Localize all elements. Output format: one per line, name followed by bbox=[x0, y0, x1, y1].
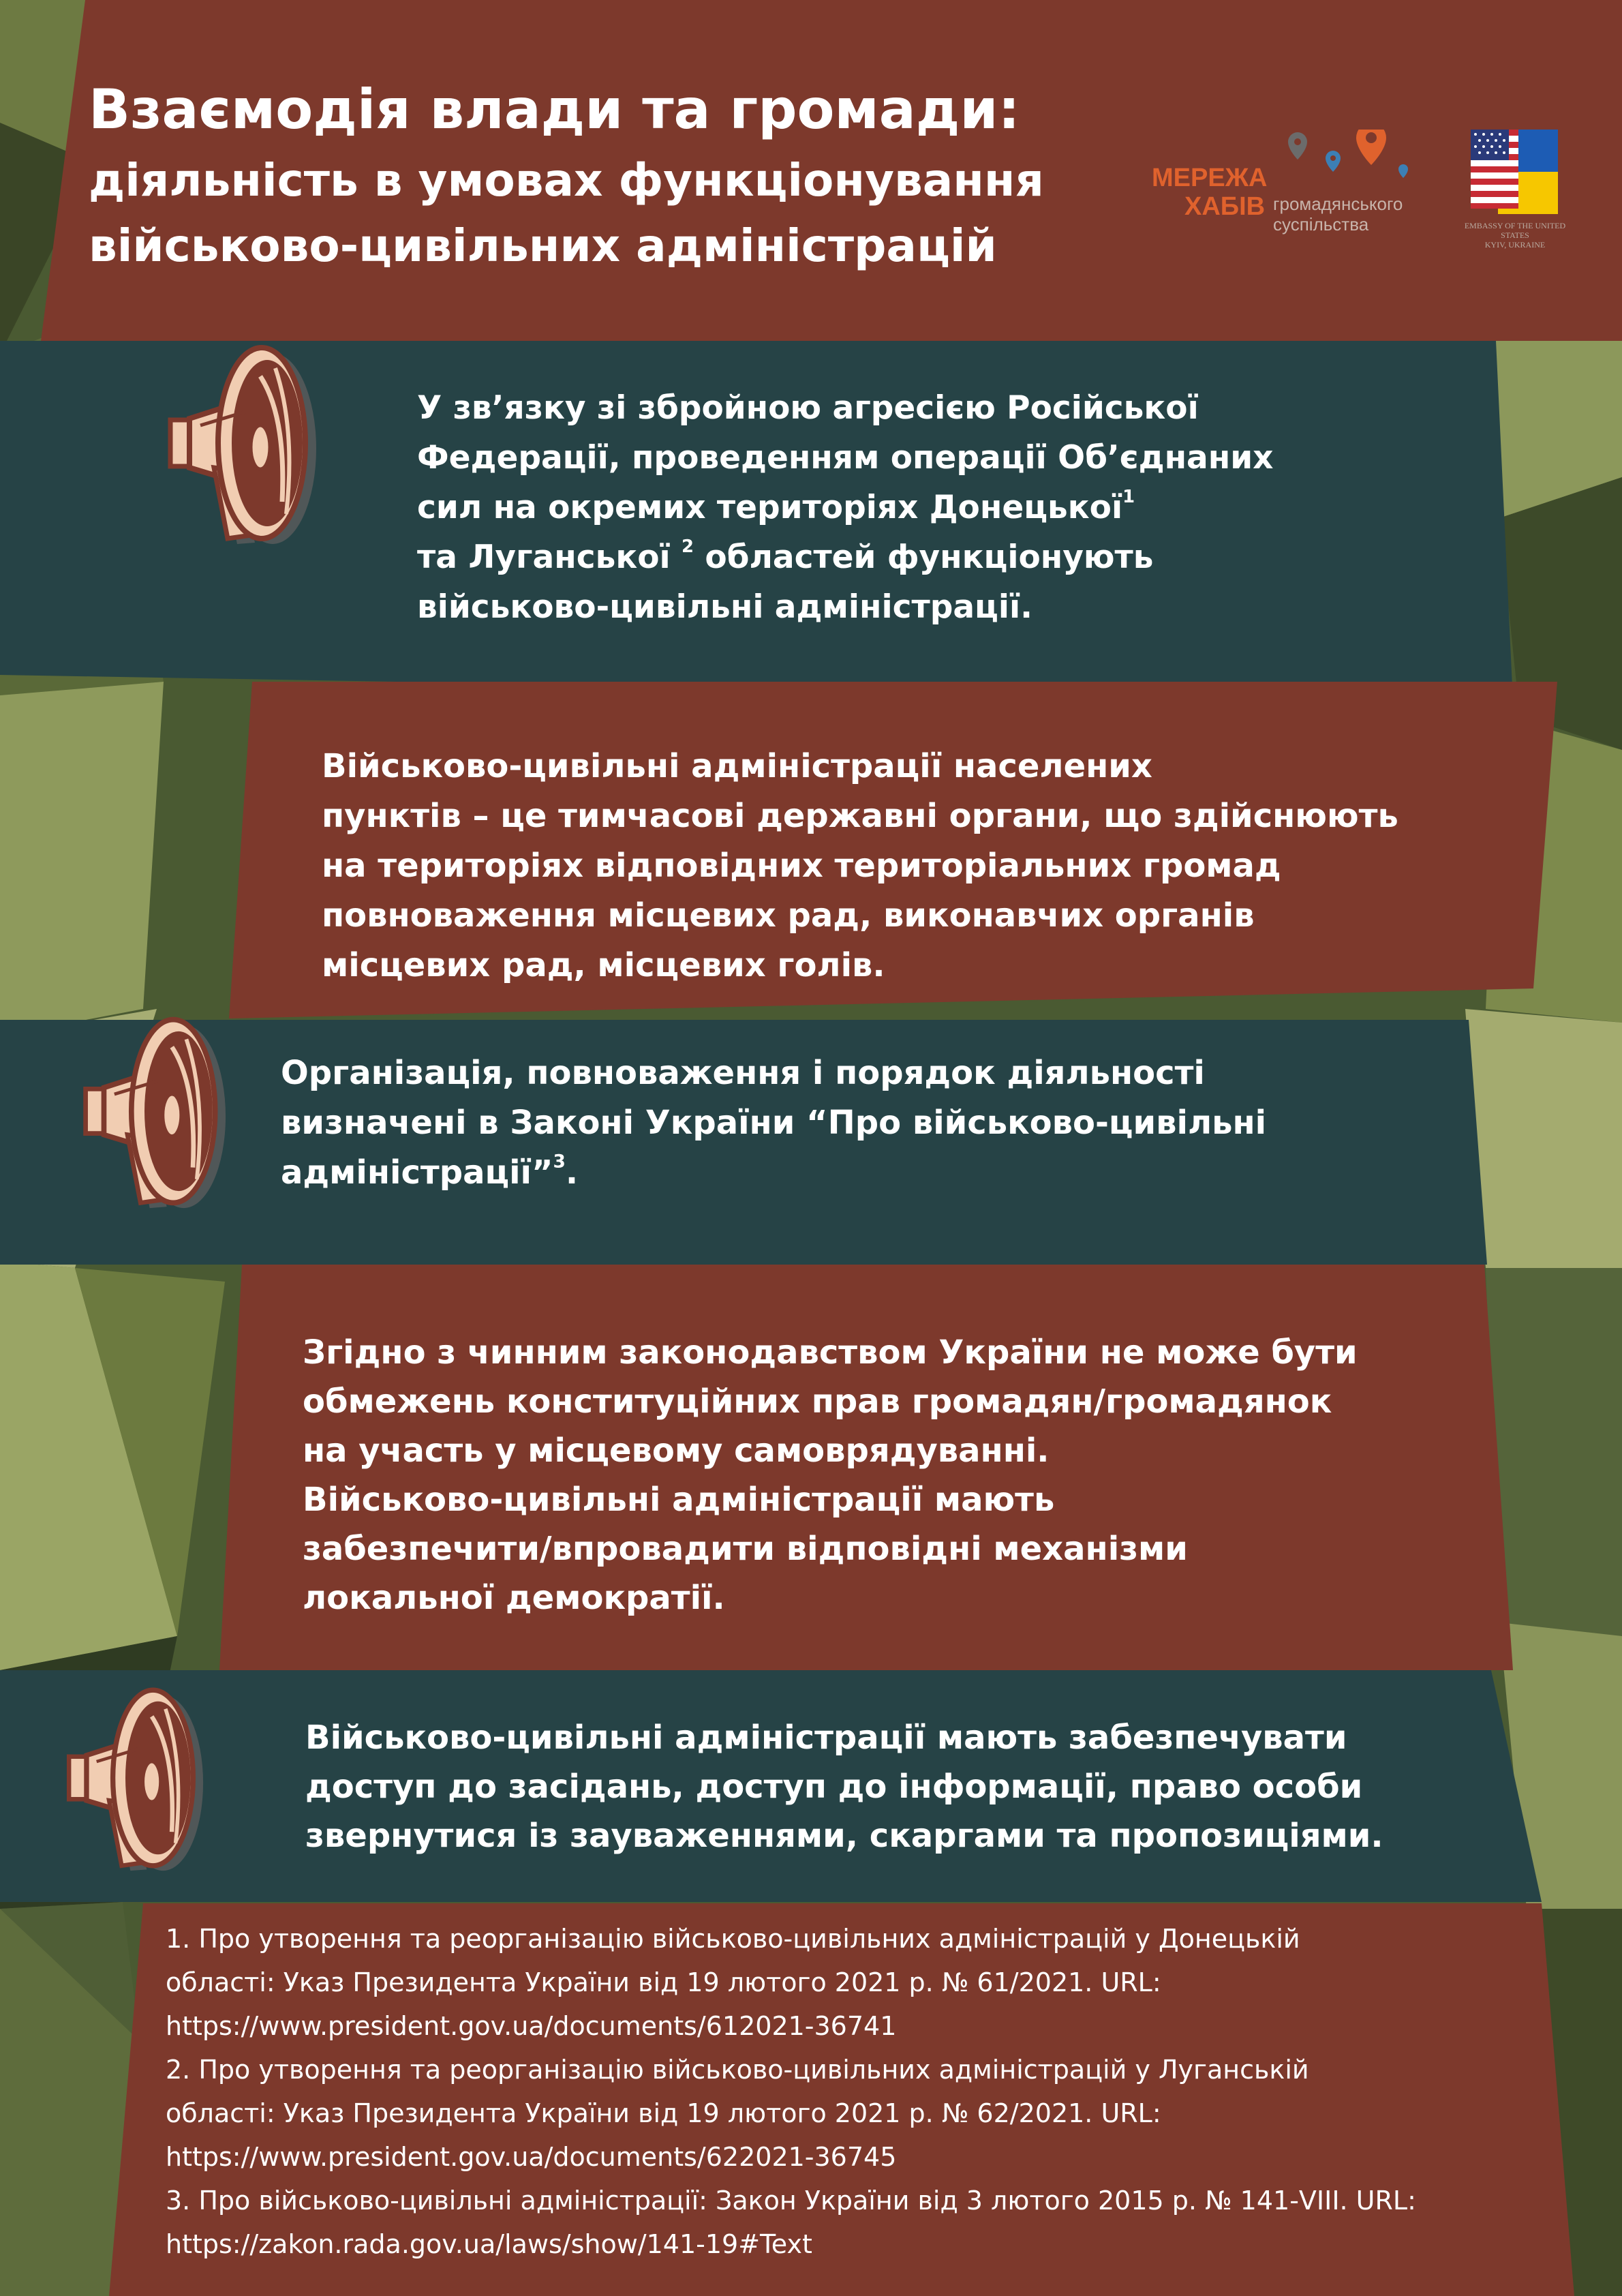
footnote-marker-3: 3 bbox=[553, 1151, 566, 1173]
block-1-line: Федерації, проведенням операції Об’єднаних bbox=[417, 439, 1274, 477]
block-1-line-text: сил на окремих територіях Донецької bbox=[417, 489, 1123, 526]
footnote-marker-1: 1 bbox=[1122, 486, 1135, 507]
reference-line: області: Указ Президента України від 19 лютого 2021 р. № 62/2021. URL: bbox=[166, 2098, 1161, 2128]
embassy-caption bbox=[1450, 221, 1580, 250]
location-pin-icon bbox=[1326, 151, 1341, 172]
block-5-line: звернутися із зауваженнями, скаргами та пропозиціями. bbox=[305, 1817, 1383, 1855]
block-4-line: обмежень конституційних прав громадян/громадянок bbox=[303, 1383, 1332, 1421]
embassy-caption-line-1: EMBASSY OF THE UNITED STATES bbox=[1464, 221, 1566, 240]
block-1-line bbox=[417, 532, 1274, 582]
block-1-line bbox=[417, 483, 1274, 532]
reference-line: 2. Про утворення та реорганізацію військово-цивільних адміністрацій у Луганській bbox=[166, 2055, 1309, 2085]
block-2-line: Військово-цивільні адміністрації населених bbox=[322, 747, 1152, 785]
reference-line: 1. Про утворення та реорганізацію військово-цивільних адміністрацій у Донецькій bbox=[166, 1924, 1300, 1954]
reference-url[interactable]: https://zakon.rada.gov.ua/laws/show/141-19#Text bbox=[166, 2229, 812, 2259]
block-1-line-text: та Луганської bbox=[417, 539, 682, 576]
block-1-text bbox=[417, 383, 1274, 632]
block-4-line: Військово-цивільні адміністрації мають bbox=[303, 1481, 1055, 1519]
block-4-line: забезпечити/впровадити відповідні механізми bbox=[303, 1530, 1188, 1568]
block-3-line: визначені в Законі України “Про військово-цивільні bbox=[281, 1104, 1267, 1142]
block-1-line: військово-цивільні адміністрації. bbox=[417, 588, 1032, 626]
block-4-text bbox=[303, 1328, 1358, 1622]
embassy-logo bbox=[1471, 130, 1558, 214]
block-2-line: на територіях відповідних територіальних громад bbox=[322, 847, 1281, 885]
block-5-line: Військово-цивільні адміністрації мають забезпечувати bbox=[305, 1719, 1347, 1757]
references-list bbox=[166, 1917, 1416, 2266]
block-5-line: доступ до засідань, доступ до інформації, право особи bbox=[305, 1768, 1363, 1806]
megaphone-icon bbox=[86, 1020, 226, 1208]
title-line-1: Взаємодія влади та громади: bbox=[89, 78, 1020, 141]
block-3-line bbox=[281, 1148, 1266, 1198]
block-2-line: повноваження місцевих рад, виконавчих органів bbox=[322, 896, 1255, 935]
reference-line: 3. Про військово-цивільні адміністрації: Закон України від 3 лютого 2015 р. № 141-VIII. URL: bbox=[166, 2186, 1416, 2216]
location-pin-icon bbox=[1398, 164, 1408, 178]
page-title bbox=[89, 72, 1044, 279]
block-4-line: Згідно з чинним законодавством України не може бути bbox=[303, 1333, 1358, 1372]
reference-line: області: Указ Президента України від 19 лютого 2021 р. № 61/2021. URL: bbox=[166, 1967, 1161, 1997]
logo-text-line-1: МЕРЕЖА bbox=[1152, 164, 1268, 192]
logo-text-line-4: суспільства bbox=[1273, 214, 1369, 235]
reference-url[interactable]: https://www.president.gov.ua/documents/622021-36745 bbox=[166, 2142, 897, 2172]
embassy-caption-line-2: KYIV, UKRAINE bbox=[1484, 240, 1546, 250]
title-line-2: діяльність в умовах функціонування bbox=[89, 154, 1044, 207]
megaphone-icon bbox=[69, 1690, 203, 1871]
block-3-line-text: . bbox=[565, 1153, 579, 1192]
title-line-3: військово-цивільних адміністрацій bbox=[89, 220, 997, 272]
block-1-line: У зв’язку зі збройною агресією Російської bbox=[417, 389, 1199, 427]
block-3-line-text: адміністрації” bbox=[281, 1153, 553, 1192]
reference-url[interactable]: https://www.president.gov.ua/documents/612021-36741 bbox=[166, 2011, 897, 2041]
footnote-marker-2: 2 bbox=[681, 536, 694, 557]
location-pin-icon bbox=[1288, 132, 1307, 160]
block-2-line: місцевих рад, місцевих голів. bbox=[322, 946, 885, 984]
megaphone-icon bbox=[170, 348, 316, 544]
location-pin-icon bbox=[1356, 130, 1386, 165]
block-4-line: на участь у місцевому самоврядуванні. bbox=[303, 1432, 1050, 1470]
block-5-text bbox=[305, 1713, 1383, 1860]
block-1-line-text: областей функціонують bbox=[693, 539, 1154, 576]
block-3-line: Організація, повноваження і порядок діяльності bbox=[281, 1054, 1205, 1092]
block-3-text bbox=[281, 1048, 1266, 1198]
logo-text-line-3: громадянського bbox=[1273, 194, 1403, 214]
block-2-line: пунктів – це тимчасові державні органи, що здійснюють bbox=[322, 797, 1398, 835]
civil-society-network-logo bbox=[1152, 130, 1424, 245]
block-4-line: локальної демократії. bbox=[303, 1579, 725, 1617]
us-flag-icon bbox=[1471, 130, 1518, 209]
logo-text-line-2: ХАБІВ bbox=[1184, 192, 1266, 221]
block-2-text bbox=[322, 742, 1398, 991]
